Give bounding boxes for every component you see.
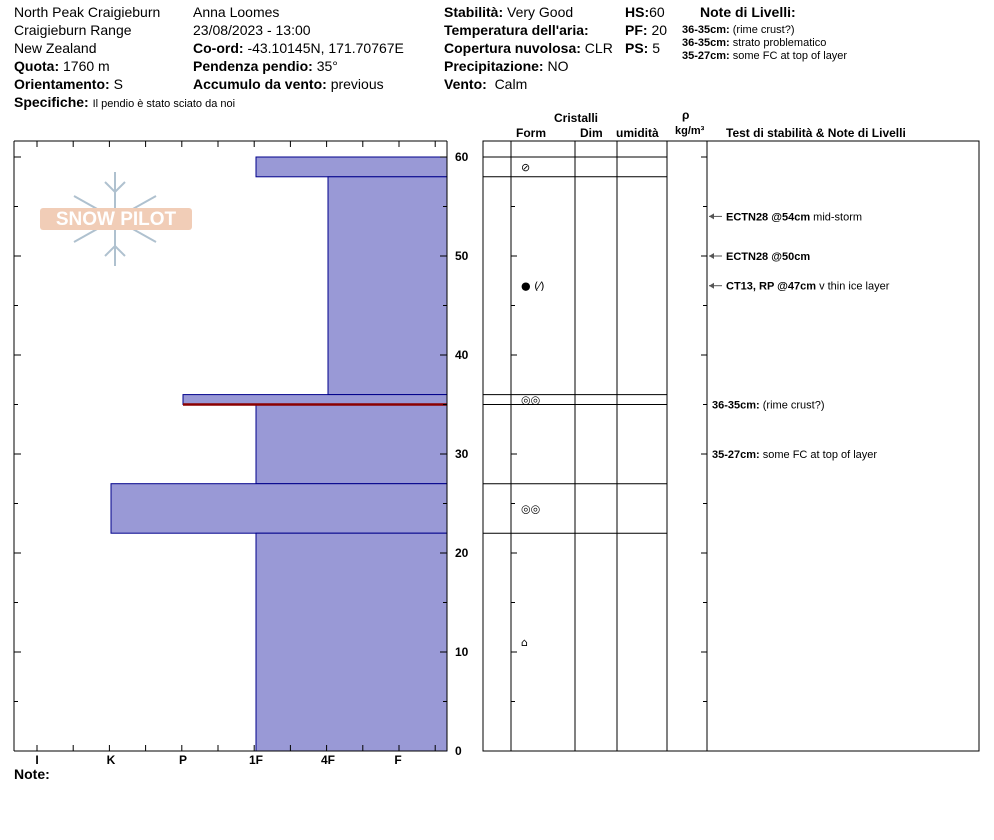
- hardness-label-I: I: [35, 753, 39, 767]
- layer-note-1-range: 36-35cm:: [682, 24, 730, 36]
- precip-label: Precipitazione:: [444, 58, 544, 74]
- elevation-label: Quota:: [14, 58, 60, 74]
- crystal-form-symbol-1: ⊘: [521, 160, 531, 174]
- layer-comment-range: 36-35cm:: [712, 399, 760, 412]
- notes-label: Note:: [14, 766, 50, 782]
- ps-label: PS:: [625, 40, 649, 56]
- hardness-bar-4: [256, 405, 447, 484]
- test-code: CT13, RP @47cm: [726, 280, 817, 293]
- specifics-value: Il pendio è stato sciato da noi: [92, 98, 236, 110]
- crystal-form-symbol-4: ◎◎: [521, 502, 541, 516]
- layer-note-3-text: some FC at top of layer: [732, 50, 848, 62]
- coord-value: -43.10145N, 171.70767E: [247, 40, 404, 56]
- form-header: Form: [516, 126, 546, 140]
- hs-value: 60: [649, 4, 665, 20]
- test-code: ECTN28 @50cm: [726, 251, 811, 263]
- hardness-label-P: P: [178, 753, 188, 767]
- hardness-label-4F: 4F: [320, 753, 336, 767]
- profile-table-frame: [483, 141, 979, 751]
- aspect-label: Orientamento:: [14, 76, 110, 92]
- specifics-label: Specifiche:: [14, 94, 89, 110]
- tests-header: Test di stabilità & Note di Livelli: [726, 126, 906, 140]
- density-symbol: ρ: [682, 108, 690, 122]
- wind-loading-label: Accumulo da vento:: [193, 76, 327, 92]
- layer-note-2-text: strato problematico: [732, 37, 827, 49]
- aspect-value: S: [113, 76, 123, 92]
- wind-loading-value: previous: [330, 76, 384, 92]
- precip-value: NO: [547, 58, 569, 74]
- hardness-bar-2: [328, 177, 447, 395]
- slope-label: Pendenza pendio:: [193, 58, 313, 74]
- sky-value: CLR: [584, 40, 613, 56]
- hardness-label-1F: 1F: [248, 753, 264, 767]
- test-note: v thin ice layer: [816, 280, 890, 293]
- layer-comment-1: [712, 400, 824, 412]
- crystals-header: Cristalli: [554, 111, 599, 125]
- hardness-bar-5: [111, 484, 447, 534]
- ps-value: 5: [652, 40, 661, 56]
- layer-note-1-text: (rime crust?): [732, 24, 795, 36]
- pf-label: PF:: [625, 22, 648, 38]
- depth-tick-label: 30: [455, 447, 469, 461]
- location-range: Craigieburn Range: [14, 22, 132, 38]
- depth-tick-label: 0: [455, 744, 462, 758]
- test-arrow-icon: [709, 283, 714, 289]
- test-note: mid-storm: [810, 211, 863, 224]
- density-unit: kg/m³: [675, 125, 705, 137]
- test-arrow-icon: [709, 253, 714, 259]
- coord-label: Co-ord:: [193, 40, 244, 56]
- crystal-form-symbol-2: ● (⁄): [521, 279, 545, 293]
- crystal-form-symbol-5: ⌂: [521, 636, 528, 650]
- snowpilot-logo: [40, 172, 192, 266]
- layer-note-3-range: 35-27cm:: [682, 50, 730, 62]
- hardness-label-F: F: [394, 753, 402, 767]
- layer-comment-range: 35-27cm:: [712, 449, 760, 461]
- layer-comment-2: [712, 449, 877, 461]
- wind-value: Calm: [494, 76, 528, 92]
- depth-tick-label: 20: [455, 546, 469, 560]
- elevation-value: 1760 m: [63, 58, 110, 74]
- stability-test-3: [726, 281, 890, 293]
- hardness-bar-1: [256, 157, 447, 177]
- stability-test-2: [726, 251, 810, 263]
- depth-tick-label: 10: [455, 645, 469, 659]
- crystal-form-symbol-3: ◎◎: [521, 393, 541, 407]
- layer-note-2-range: 36-35cm:: [682, 37, 730, 49]
- depth-tick-label: 60: [455, 150, 469, 164]
- slope-value: 35°: [316, 58, 338, 74]
- test-arrow-icon: [709, 213, 714, 219]
- test-code: ECTN28 @54cm: [726, 211, 811, 224]
- stability-label: Stabilità:: [444, 4, 504, 20]
- hardness-bar-6: [256, 533, 447, 751]
- depth-tick-label: 40: [455, 348, 469, 362]
- location-name: North Peak Craigieburn: [14, 4, 161, 20]
- air-temp-label: Temperatura dell'aria:: [444, 22, 589, 38]
- layer-notes-title: Note di Livelli:: [700, 4, 796, 20]
- observation-datetime: 23/08/2023 - 13:00: [193, 22, 311, 38]
- pf-value: 20: [651, 22, 668, 38]
- moisture-header: umidità: [616, 126, 659, 140]
- depth-tick-label: 50: [455, 249, 469, 263]
- hs-label: HS:: [625, 4, 650, 20]
- logo-text: SNOW PILOT: [55, 209, 177, 230]
- location-country: New Zealand: [14, 40, 97, 56]
- hardness-label-K: K: [106, 753, 116, 767]
- stability-value: Very Good: [507, 4, 574, 20]
- stability-test-1: [726, 211, 862, 223]
- layer-comment-text: (rime crust?): [759, 399, 825, 412]
- observer-name: Anna Loomes: [193, 4, 280, 20]
- layer-comment-text: some FC at top of layer: [759, 449, 878, 461]
- size-header: Dim: [580, 126, 603, 140]
- sky-label: Copertura nuvolosa:: [444, 40, 581, 56]
- wind-label: Vento:: [444, 76, 487, 92]
- hardness-bar-3: [183, 395, 447, 405]
